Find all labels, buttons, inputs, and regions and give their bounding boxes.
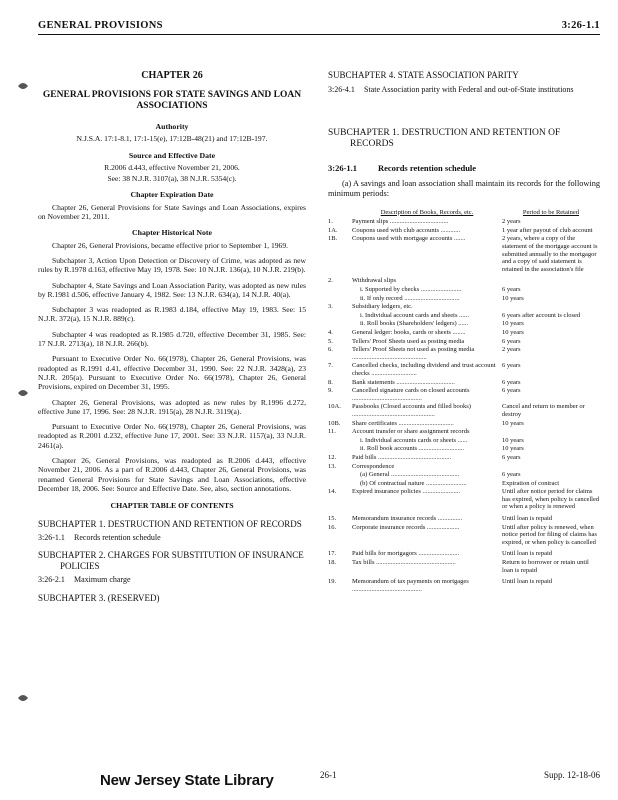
table-row — [328, 428, 600, 437]
table-row — [328, 445, 600, 454]
right-column — [328, 70, 600, 594]
row-period: 10 years — [502, 419, 524, 427]
row-number: 3. — [328, 303, 333, 311]
row-period: 10 years — [502, 436, 524, 444]
row-description: Tellers' Proof Sheets not used as posting media .............................................. — [352, 346, 475, 361]
row-description: ii. Roll book accounts ............................ — [360, 445, 465, 453]
row-period: Expiration of contract — [502, 479, 560, 487]
row-period — [502, 428, 600, 437]
table-row — [328, 320, 600, 329]
row-description: Paid bills for mortgagors ......................... — [352, 550, 460, 558]
row-period: 6 years — [502, 286, 521, 294]
row-number: 17. — [328, 550, 337, 558]
row-description: Paid bills ............................................. — [352, 453, 452, 461]
row-description: ii. Roll books (Shareholders' ledgers) ...... — [360, 320, 469, 328]
retention-table — [328, 208, 600, 595]
rule-title: Records retention schedule — [378, 162, 477, 173]
row-description: Coupons used with club accounts ............ — [352, 226, 461, 234]
table-row — [328, 403, 600, 419]
row-description: Account transfer or share assignment records — [352, 428, 470, 436]
row-number: 18. — [328, 559, 337, 567]
table-row — [328, 515, 600, 524]
library-logo: New Jersey State Library — [100, 772, 274, 789]
row-description: i. Individual account cards and sheets ...... — [360, 311, 469, 319]
table-row — [328, 471, 600, 480]
table-row — [328, 329, 600, 338]
historical-note-paragraph: Chapter 26, General Provisions, was adopted as new rules by R.1996 d.272, effective June 17, 1996. See: 28 N.J.R. 1915(a), 28 N.J.R. 3119(a). — [38, 397, 306, 416]
row-number: 7. — [328, 362, 333, 370]
row-period: 10 years — [502, 329, 524, 336]
row-number: 11. — [328, 428, 336, 436]
row-description: i. Individual accounts cards or sheets ...... — [360, 436, 468, 444]
table-row — [328, 437, 600, 446]
table-row — [328, 227, 600, 236]
subchapter-heading: SUBCHAPTER 1. DESTRUCTION AND RETENTION OF RECORDS — [328, 127, 561, 149]
row-description: Cancelled checks, including dividend and trust account checks ............................ — [352, 362, 496, 377]
table-row — [328, 303, 600, 312]
table-row — [328, 488, 600, 515]
row-description: Correspondence — [352, 462, 395, 470]
row-number — [328, 286, 352, 295]
row-description: Memorandum of tax payments on mortgages ........................................... — [352, 578, 469, 593]
row-description: Payment slips .................................... — [352, 218, 449, 226]
expiration-text: Chapter 26, General Provisions for State Savings and Loan Associations, expires on November 21, 2011. — [38, 202, 306, 222]
row-number: 10A. — [328, 403, 341, 411]
row-period: Return to borrower or retain until loan is repaid — [502, 559, 589, 574]
toc-section-title: State Association parity with Federal and out-of-State institutions — [364, 84, 574, 94]
punch-hole-icon — [16, 690, 30, 706]
row-number: 9. — [328, 387, 333, 395]
row-number: 8. — [328, 378, 333, 386]
row-period — [502, 303, 600, 312]
table-row — [328, 338, 600, 347]
row-number — [328, 471, 352, 480]
row-description: Bank statements .................................... — [352, 378, 455, 386]
chapter-number: CHAPTER 26 — [141, 70, 203, 81]
row-period — [502, 463, 600, 472]
row-number: 13. — [328, 462, 337, 470]
row-period: 1 year after payout of club account — [502, 226, 593, 234]
toc-section[interactable] — [328, 85, 600, 94]
table-row — [328, 420, 600, 429]
table-row — [328, 312, 600, 321]
row-number: 4. — [328, 329, 333, 336]
table-row — [328, 362, 600, 378]
running-header — [38, 18, 600, 35]
toc-subchapter[interactable]: SUBCHAPTER 1. DESTRUCTION AND RETENTION OF RECORDS — [38, 518, 302, 529]
row-period: 2 years — [502, 346, 521, 354]
row-number: 5. — [328, 337, 333, 345]
table-row — [328, 379, 600, 388]
row-description: Memorandum insurance records ............... — [352, 515, 463, 523]
row-description: (a) General .......................................... — [360, 471, 460, 479]
table-row — [328, 524, 600, 551]
header-section: 3:26-1.1 — [561, 20, 600, 31]
row-number: 1B. — [328, 235, 338, 243]
row-period: 10 years — [502, 445, 524, 453]
row-number — [328, 295, 352, 304]
row-period: Until loan is repaid — [502, 550, 553, 558]
rule-number: 3:26-1.1 — [328, 162, 358, 173]
row-number: 14. — [328, 488, 337, 496]
row-number: 12. — [328, 453, 337, 461]
row-number: 15. — [328, 515, 337, 523]
toc-heading: CHAPTER TABLE OF CONTENTS — [110, 501, 234, 511]
row-period: Cancel and return to member or destroy — [502, 403, 585, 418]
historical-note-paragraph: Subchapter 3, Action Upon Detection or Discovery of Crime, was adopted as new rules by R.1978 d.163, effective May 19, 1978. See: 10 N.J.R. 136(a), 10 N.J.R. 219(b). — [38, 255, 306, 275]
row-period: 6 years — [502, 378, 521, 386]
toc-section-number: 3:26-1.1 — [38, 533, 65, 542]
row-description: Corporate insurance records .................... — [352, 523, 460, 531]
row-description: Subsidiary ledgers, etc. — [352, 303, 413, 311]
row-number — [328, 437, 352, 446]
source-text: See: 38 N.J.R. 3107(a), 38 N.J.R. 5354(c). — [107, 174, 237, 184]
header-title: GENERAL PROVISIONS — [38, 20, 163, 31]
row-description: Tellers' Proof Sheets used as posting media — [352, 337, 465, 345]
row-period: 6 years — [502, 337, 521, 345]
row-description: Withdrawal slips — [352, 277, 396, 285]
row-description: Share certificates .................................. — [352, 419, 454, 427]
row-number: 2. — [328, 277, 333, 285]
row-number: 19. — [328, 578, 337, 586]
row-description: Expired insurance policies ....................... — [352, 488, 460, 496]
row-description: Tax bills ................................................. — [352, 559, 456, 567]
left-column — [38, 70, 306, 607]
expiration-heading: Chapter Expiration Date — [130, 190, 214, 200]
row-description: Coupons used with mortgage accounts ....... — [352, 235, 466, 243]
table-row — [328, 454, 600, 463]
row-period: 6 years — [502, 471, 521, 479]
row-number: 16. — [328, 523, 337, 531]
punch-hole-icon — [16, 78, 30, 94]
source-text: R.2006 d.443, effective November 21, 2006. — [104, 162, 240, 172]
row-period: 2 years, where a copy of the statement of the mortgage account is submitted annually to the mortgagor and a copy of said statement is retained in the association's file — [502, 235, 598, 273]
toc-section[interactable] — [38, 575, 306, 584]
rule-heading — [328, 164, 600, 173]
historical-note-paragraph: Pursuant to Executive Order No. 66(1978), Chapter 26, General Provisions, was readopted as R.2001 d.232, effective June 17, 2001. See: 33 N.J.R. 1157(a), 33 N.J.R. 2461(a). — [38, 422, 306, 450]
row-number — [328, 445, 352, 454]
toc-subchapter[interactable]: SUBCHAPTER 3. (RESERVED) — [38, 592, 160, 603]
table-row — [328, 295, 600, 304]
row-period: 10 years — [502, 320, 524, 328]
row-description: General ledger: books, cards or sheets ........ — [352, 329, 466, 336]
historical-note-paragraph: Chapter 26, General Provisions, was readopted as R.2006 d.443, effective November 21, 2006. As a part of R.2006 d.443, Chapter 26, General Provisions, was renamed General Provisions for State Savings and Loan Associations, effective December 18, 2006. See: Source and Effective Date. See, also, section annotations. — [38, 456, 306, 493]
authority-text: N.J.S.A. 17:1-8.1, 17:1-15(e), 17:12B-48(21) and 17:12B-197. — [76, 134, 268, 144]
toc-subchapter[interactable]: SUBCHAPTER 4. STATE ASSOCIATION PARITY — [328, 70, 519, 80]
row-period: 6 years after account is closed — [502, 311, 581, 319]
table-row — [328, 559, 600, 578]
footer — [100, 768, 600, 788]
row-period: 10 years — [502, 294, 524, 302]
table-row — [328, 277, 600, 286]
row-period — [502, 277, 600, 286]
row-period: Until after notice period for claims has expired, when policy is cancelled or when a policy is renewed — [502, 488, 600, 511]
row-number: 1. — [328, 218, 333, 226]
supplement-date: Supp. 12-18-06 — [544, 770, 600, 780]
table-row — [328, 550, 600, 559]
table-row — [328, 235, 600, 277]
row-number: 1A. — [328, 226, 338, 234]
historical-note-heading: Chapter Historical Note — [132, 228, 212, 238]
table-row — [328, 286, 600, 295]
table-row — [328, 578, 600, 594]
table-row — [328, 387, 600, 403]
row-period: Until loan is repaid — [502, 515, 553, 523]
row-description: ii. If only record .................................. — [360, 294, 460, 302]
row-number — [328, 480, 352, 489]
row-period: 2 years — [502, 218, 521, 226]
table-row — [328, 346, 600, 362]
table-header-description: Description of Books, Records, etc. — [380, 208, 474, 216]
source-heading: Source and Effective Date — [128, 150, 216, 160]
page-number: 26-1 — [320, 770, 337, 780]
table-row — [328, 218, 600, 227]
toc-section-number: 3:26-2.1 — [38, 575, 65, 585]
toc-section[interactable] — [38, 533, 306, 542]
punch-hole-icon — [16, 385, 30, 401]
row-description: Passbooks (Closed accounts and filled books) ................................................... — [352, 403, 471, 418]
table-header-period: Period to be Retained — [522, 208, 580, 216]
historical-note-paragraph: Chapter 26, General Provisions, became effective prior to September 1, 1969. — [52, 240, 289, 250]
toc-subchapter[interactable]: SUBCHAPTER 2. CHARGES FOR SUBSTITUTION OF INSURANCE POLICIES — [38, 550, 304, 571]
table-row — [328, 463, 600, 472]
row-period: 6 years — [502, 387, 521, 395]
row-description: (b) Of contractual nature ......................... — [360, 479, 467, 487]
row-period: 6 years — [502, 362, 521, 370]
historical-note-paragraph: Subchapter 4, State Savings and Loan Association Parity, was adopted as new rules by R.1981 d.506, effective January 4, 1982. See: 13 N.J.R. 634(a), 14 N.J.R. 40(a). — [38, 280, 306, 299]
historical-note-paragraph: Pursuant to Executive Order No. 66(1978), Chapter 26, General Provisions, was readopted as R.1991 d.41, effective December 31, 1990. See: 22 N.J.R. 3428(a), 23 N.J.R. 205(a). Pursuant to Executive Order No. 66(1978), Chapter 26, General Provisions, expired on December 31, 1995. — [38, 354, 306, 392]
toc-section-title: Records retention schedule — [74, 533, 161, 542]
row-number: 6. — [328, 346, 333, 354]
chapter-title: GENERAL PROVISIONS FOR STATE SAVINGS AND LOAN ASSOCIATIONS — [42, 90, 302, 111]
table-row — [328, 480, 600, 489]
authority-heading: Authority — [155, 122, 189, 131]
row-description: Cancelled signature cards on closed accounts ........................................... — [352, 387, 470, 402]
rule-paragraph: (a) A savings and loan association shall maintain its records for the following minimum periods: — [328, 179, 600, 199]
row-number — [328, 312, 352, 321]
historical-note-paragraph: Subchapter 4 was readopted as R.1985 d.720, effective December 31, 1985. See: 17 N.J.R. 2713(a), 18 N.J.R. 266(b). — [38, 329, 306, 349]
row-period: Until after policy is renewed, when notice period for filing of claims has expired, or when policy is cancelled — [502, 523, 597, 546]
row-number — [328, 320, 352, 329]
toc-section-number: 3:26-4.1 — [328, 84, 355, 94]
toc-section-title: Maximum charge — [74, 575, 131, 585]
row-description: i. Supported by checks ......................... — [360, 286, 462, 294]
row-number: 10B. — [328, 419, 341, 427]
row-period: Until loan is repaid — [502, 578, 553, 586]
historical-note-paragraph: Subchapter 3 was readopted as R.1983 d.184, effective May 19, 1983. See: 15 N.J.R. 372(a), 15 N.J.R. 889(c). — [38, 305, 306, 324]
row-period: 6 years — [502, 453, 521, 461]
